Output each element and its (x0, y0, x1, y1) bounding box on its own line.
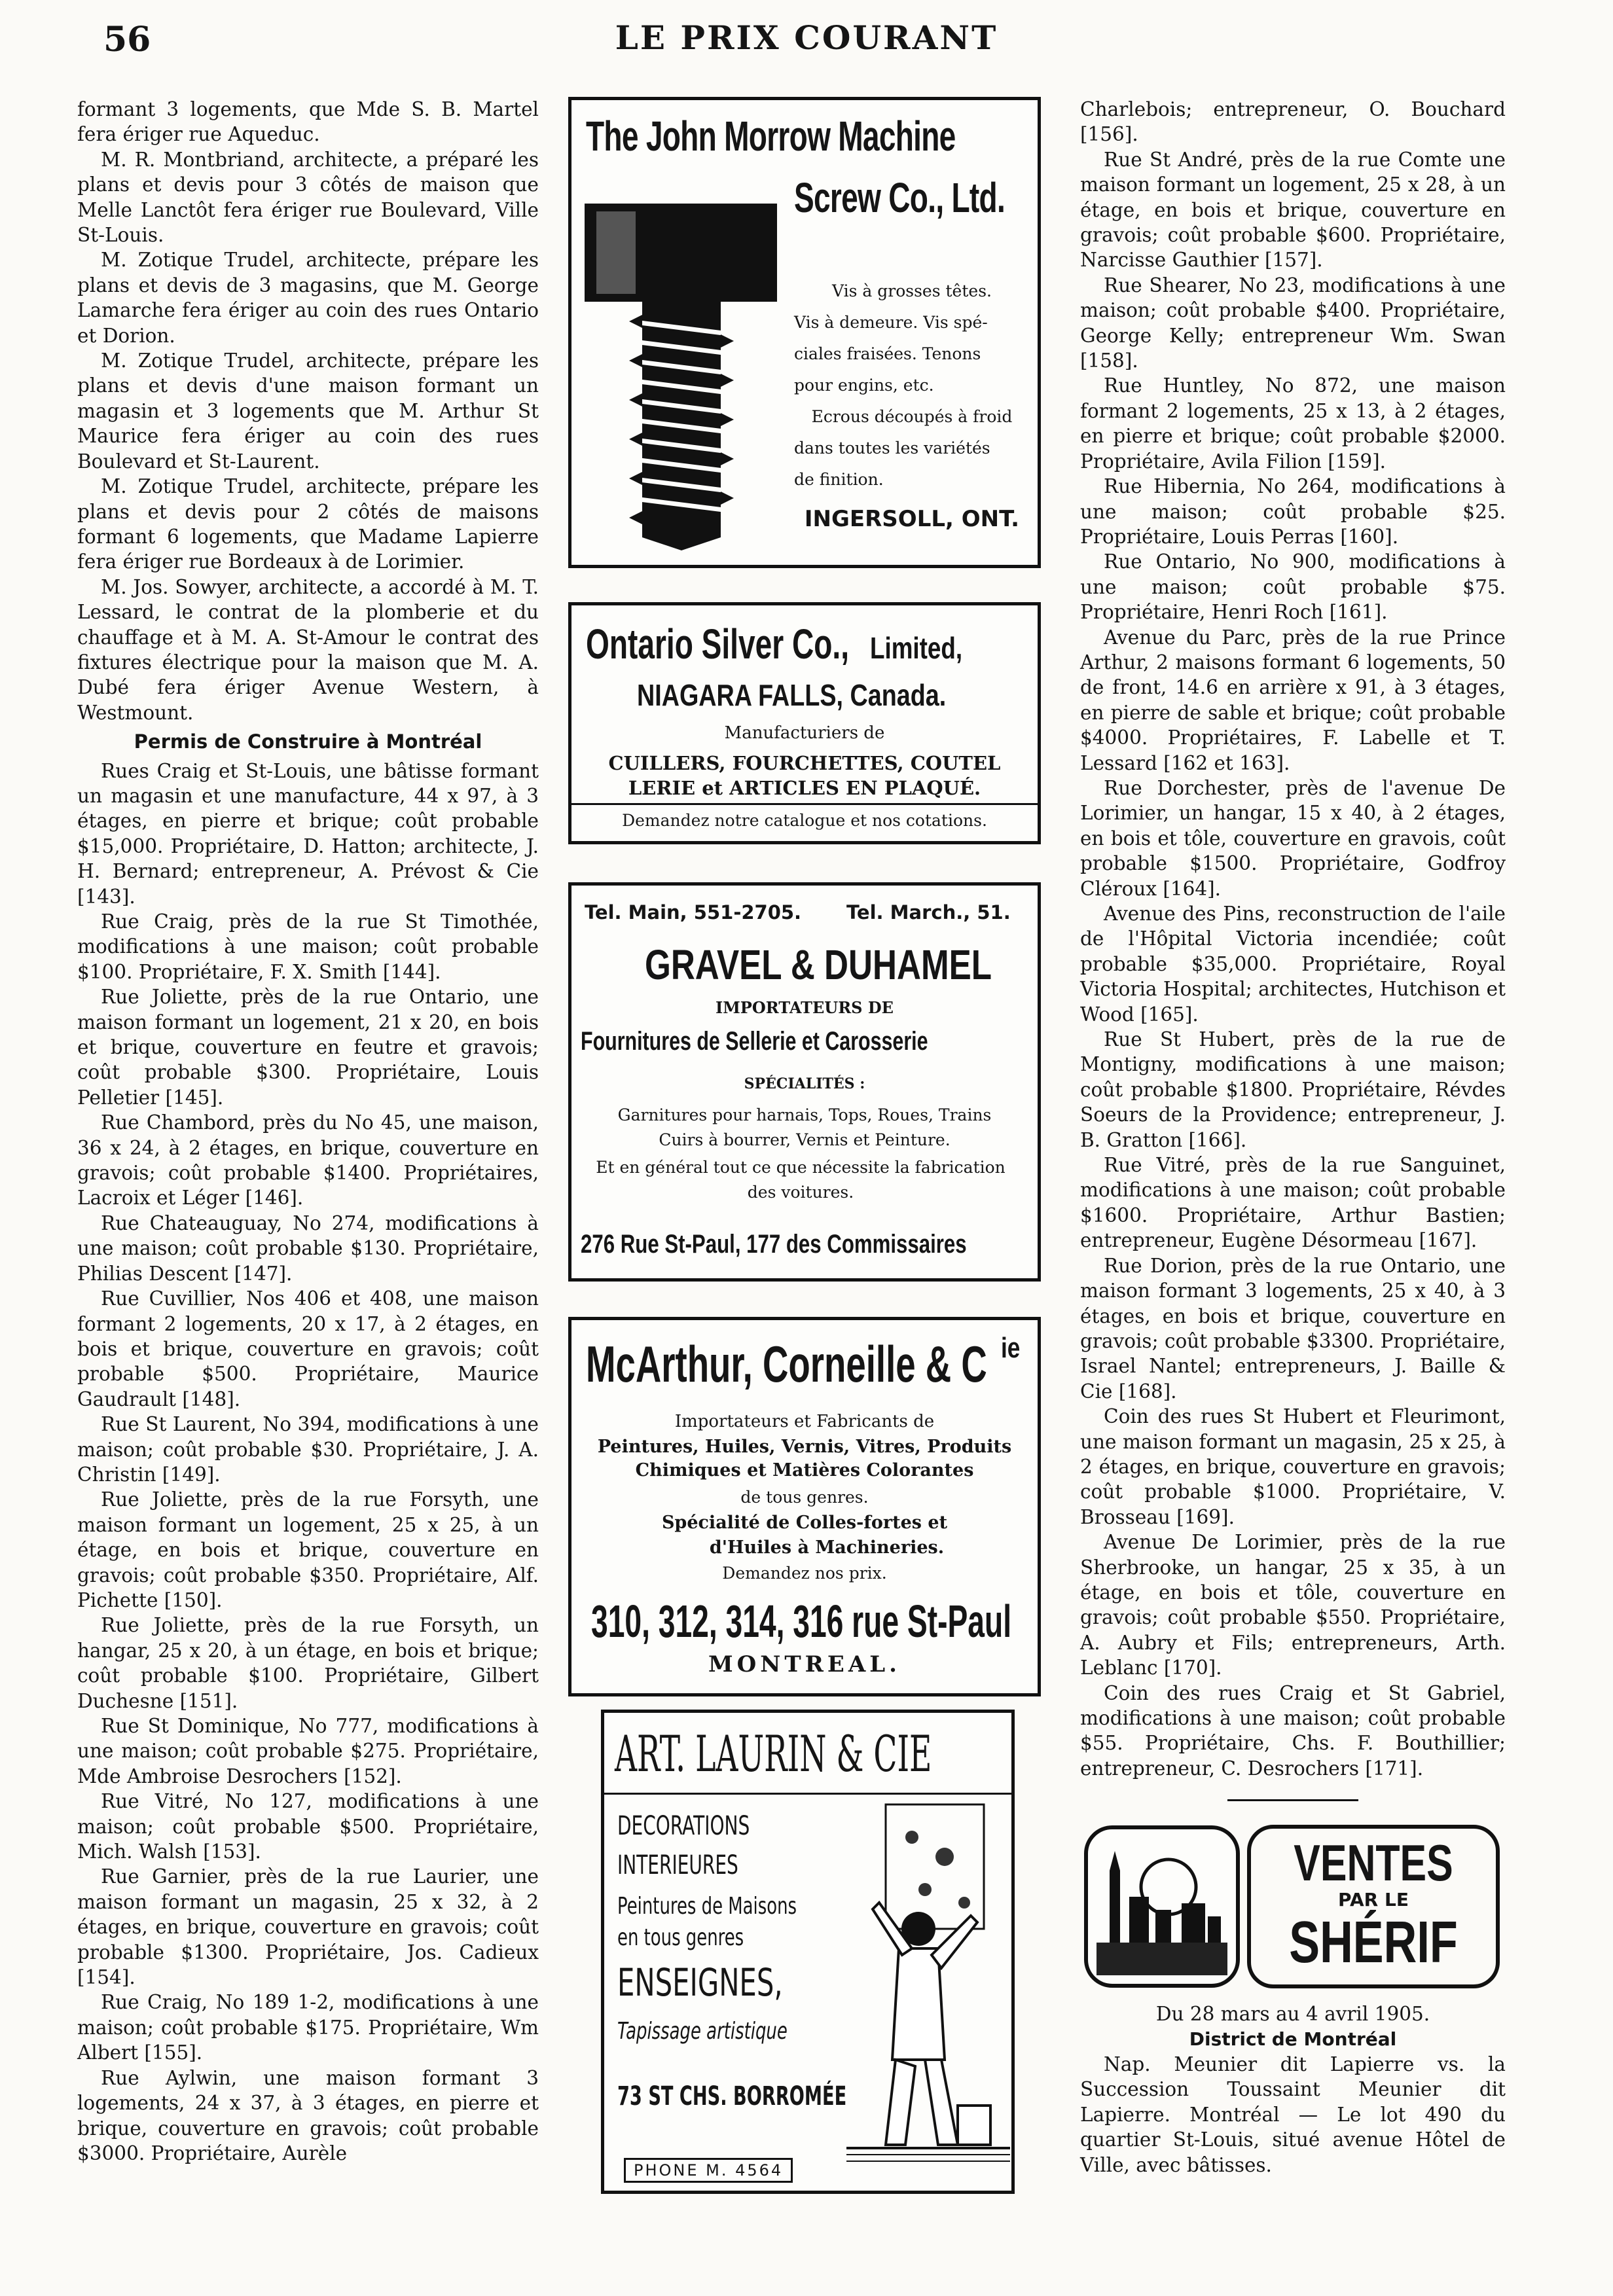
ad-subtitle: SPÉCIALITÉS : (744, 1075, 865, 1092)
ad-line: ciales fraisées. Tenons (794, 344, 981, 363)
ad-line: Fournitures de Sellerie et Carosserie (581, 1027, 928, 1056)
permit-entry: Rue Dorion, près de la rue Ontario, une maison formant 3 logements, 25 x 40, à 3 étages, en bois et brique, couverture en gravois; coût probable $3300. Propriétaire, Israel Nantel; entrepreneurs, J. Baille & Cie [168]. (1080, 1254, 1506, 1403)
permit-entry: Rue Huntley, No 872, une maison formant 2 logements, 25 x 13, à 2 étages, en pierre et brique; coût probable $2000. Propriétaire, Avila Filion [159]. (1080, 374, 1506, 473)
permit-entry: Avenue De Lorimier, près de la rue Sherbrooke, un hangar, 25 x 35, à un étage, en bois et tôle, couverture en gravois; coût probable $550. Propriétaire, A. Aubry et Fils; entrepreneurs, Arth. Leblanc [170]. (1080, 1531, 1506, 1679)
page-number: 56 (103, 20, 151, 60)
ad-divider (571, 803, 1038, 805)
ad-title: The John Morrow Machine (586, 113, 956, 160)
paragraph: M. R. Montbriand, architecte, a préparé les plans et devis pour 3 côtés de maison que Melle Lanctôt fera ériger rue Boulevard, Ville St-Louis. (77, 148, 539, 247)
ad-description (794, 276, 1030, 495)
ad-title: McArthur, Corneille & C (586, 1335, 987, 1393)
permit-entry: Rue Cuvillier, Nos 406 et 408, une maison formant 2 logements, 20 x 17, à 2 étages, en bois et brique, couverture en gravois; coût probable $500. Propriétaire, Maurice Gaudrault [148]. (77, 1287, 539, 1410)
ad-title-superscript: ie (1001, 1332, 1021, 1364)
ad-line: Vis à demeure. Vis spé- (794, 313, 988, 332)
permit-entry: Rue St Laurent, No 394, modifications à une maison; coût probable $30. Propriétaire, J. A. Christin [149]. (77, 1413, 539, 1486)
ad-title: GRAVEL & DUHAMEL (645, 941, 992, 988)
paragraph: M. Zotique Trudel, architecte, prépare les plans et devis pour 2 côtés de maisons formant 6 logements, que Madame Lapierre fera ériger rue Bordeaux à de Lorimier. (77, 475, 539, 573)
ad-john-morrow (568, 97, 1041, 568)
sheriff-line: VENTES (1294, 1834, 1453, 1892)
cityscape-icon (1083, 1825, 1241, 1988)
page-header (0, 0, 1613, 72)
permit-entry: Rue Garnier, près de la rue Laurier, une maison formant un magasin, 25 x 32, à 2 étages, en brique, couverture en gravois; coût probable $1300. Propriétaire, Jos. Cadieux [154]. (77, 1865, 539, 1989)
ad-line: Tapissage artistique (617, 2018, 788, 2045)
permit-entry: Rue Ontario, No 900, modifications à une maison; coût probable $75. Propriétaire, Henri Roch [161]. (1080, 550, 1506, 624)
permit-entry: Avenue des Pins, reconstruction de l'aile de l'Hôpital Victoria incendiée; coût probable $35,000. Propriétaire, Royal Victoria Hospital; architectes, Hutchison et Wood [165]. (1080, 903, 1506, 1026)
sheriff-notice: Nap. Meunier dit Lapierre vs. la Succession Toussaint Meunier dit Lapierre. Montréal — Le lot 490 du quartier St-Louis, situé avenue Hôtel de Ville, avec bâtisses. (1080, 2053, 1506, 2176)
permit-entry: Rue St André, près de la rue Comte une maison formant un logement, 25 x 28, à un étage, en bois et brique, couverture en gravois; coût probable $600. Propriétaire, Narcisse Gauthier [157]. (1080, 148, 1506, 272)
ad-address: 310, 312, 314, 316 rue St-Paul (591, 1596, 1012, 1647)
ad-line: 73 ST CHS. BORROMÉE (617, 2081, 847, 2111)
sheriff-line: PAR LE (1338, 1889, 1409, 1911)
publication-title: LE PRIX COURANT (615, 18, 998, 57)
permit-entry: Rue Hibernia, No 264, modifications à une maison; coût probable $25. Propriétaire, Louis Perras [160]. (1080, 475, 1506, 548)
divider (1227, 1799, 1358, 1801)
ad-telephone: Tel. Main, 551-2705. (585, 901, 802, 924)
ad-line: Garnitures pour harnais, Tops, Roues, Trains (617, 1105, 992, 1124)
ad-line: de tous genres. (740, 1488, 869, 1507)
ad-line: pour engins, etc. (794, 376, 934, 395)
permit-entry: Rue Chambord, près du No 45, une maison, 36 x 24, à 2 étages, en brique, couverture en gravois; coût probable $1400. Propriétaires, Lacroix et Léger [146]. (77, 1111, 539, 1210)
permit-entry: Rue Joliette, près de la rue Forsyth, un hangar, 25 x 20, à un étage, en bois et brique; coût probable $100. Propriétaire, Gilbert Duchesne [151]. (77, 1614, 539, 1712)
ad-line: INTERIEURES (617, 1850, 738, 1880)
ad-subtitle: IMPORTATEURS DE (716, 998, 894, 1017)
ad-line: Peintures, Huiles, Vernis, Vitres, Produits Chimiques et Matières Colorantes (597, 1437, 1012, 1480)
ad-title-row (586, 1335, 1159, 1394)
permit-entry: Rue Craig, No 189 1-2, modifications à une maison; coût probable $175. Propriétaire, Wm Albert [155]. (77, 1991, 539, 2064)
ad-products: LERIE et ARTICLES EN PLAQUÉ. (628, 777, 981, 799)
permit-entry: Rue Craig, près de la rue St Timothée, modifications à une maison; coût probable $100. Propriétaire, F. X. Smith [144]. (77, 910, 539, 983)
permit-entry: Rue Dorchester, près de l'avenue De Lorimier, un hangar, 15 x 40, à 2 étages, en bois et tôle, couverture en gravois, coût probable $1500. Propriétaire, Godfroy Cléroux [164]. (1080, 776, 1506, 900)
ad-line: dans toutes les variétés (794, 439, 990, 457)
ad-title: ART. LAURIN & CIE (615, 1725, 932, 1783)
ad-line: Peintures de Maisons en tous genres (617, 1893, 797, 1951)
permit-entry: Rue Chateauguay, No 274, modifications à une maison; coût probable $130. Propriétaire, Philias Descent [147]. (77, 1211, 539, 1285)
ad-title: Screw Co., Ltd. (794, 174, 1006, 221)
permit-entry: Rue Joliette, près de la rue Forsyth, une maison formant un logement, 25 x 25, à un étage, en bois et brique, couverture en gravois; coût probable $350. Propriétaire, Alf. Pichette [150]. (77, 1488, 539, 1611)
ad-location: INGERSOLL, ONT. (804, 506, 1020, 532)
paragraph: M. Jos. Sowyer, architecte, a accordé à M. T. Lessard, le contrat de la plomberie et du chauffage et à M. A. St-Amour le contrat des fixtures électrique pour la maison que M. A. Dubé fera ériger Avenue Western, à Westmount. (77, 575, 539, 724)
ad-line: Demandez nos prix. (722, 1564, 887, 1583)
ad-telephone: Tel. March., 51. (846, 901, 1011, 924)
ad-line: d'Huiles à Machineries. (709, 1537, 945, 1558)
ad-city: NIAGARA FALLS, Canada. (637, 678, 947, 712)
ad-address: 276 Rue St-Paul, 177 des Commissaires (581, 1230, 967, 1259)
permit-entry: Coin des rues St Hubert et Fleurimont, une maison formant un magasin, 25 x 25, à 2 étages, en brique, couverture en gravois; coût probable $1000. Propriétaire, V. Brosseau [169]. (1080, 1405, 1506, 1528)
sheriff-line: SHÉRIF (1289, 1910, 1458, 1976)
ad-divider (604, 1793, 1011, 1795)
column-right (1080, 97, 1506, 2178)
sheriff-title-box (1247, 1825, 1500, 1988)
ad-line: Spécialité de Colles-fortes et (661, 1513, 948, 1533)
ad-mcarthur-corneille (568, 1317, 1041, 1696)
ad-city: MONTREAL. (708, 1651, 901, 1677)
permit-entry: Avenue du Parc, près de la rue Prince Arthur, 2 maisons formant 6 logements, 50 de front, 14.6 en arrière x 91, à 3 étages, en pierre de sable et brique; coût probable $4000. Propriétaires, F. Labelle et T. Lessard [162 et 163]. (1080, 626, 1506, 774)
section-title: Permis de Construire à Montréal (134, 730, 482, 753)
ad-ontario-silver (568, 602, 1041, 844)
ad-tagline: Manufacturiers de (724, 723, 885, 743)
permit-entry: Rue St Hubert, près de la rue de Montigny, modifications à une maison; coût probable $1800. Propriétaire, Révdes Soeurs de la Providence; entrepreneur, J. B. Gratton [166]. (1080, 1028, 1506, 1151)
permit-entry: Rue Vitré, No 127, modifications à une maison; coût probable $500. Propriétaire, Mich. Walsh [153]. (77, 1790, 539, 1863)
permit-entry: Charlebois; entrepreneur, O. Bouchard [156]. (1080, 98, 1506, 146)
ad-gravel-duhamel (568, 882, 1041, 1282)
permit-entry: Rue St Dominique, No 777, modifications à une maison; coût probable $275. Propriétaire, Mde Ambroise Desrochers [152]. (77, 1715, 539, 1787)
ad-line: Importateurs et Fabricants de (674, 1412, 935, 1431)
ad-line: ENSEIGNES, (617, 1960, 783, 2005)
permit-entry: Rue Vitré, près de la rue Sanguinet, modifications à une maison; coût probable $1600. Propriétaire, Arthur Bastien; entrepreneur, Eugène Désormeau [167]. (1080, 1154, 1506, 1252)
ad-title: Ontario Silver Co., (586, 620, 850, 668)
ad-art-laurin (601, 1710, 1015, 2194)
sheriff-date: Du 28 mars au 4 avril 1905. (1155, 2003, 1430, 2026)
bolt-illustration (583, 197, 780, 550)
ad-lettering (617, 1811, 853, 2111)
ad-footer: Demandez notre catalogue et nos cotations. (622, 811, 987, 830)
ad-line: de finition. (794, 470, 884, 489)
painter-illustration (846, 1798, 1010, 2164)
permit-entry: Coin des rues Craig et St Gabriel, modifications à une maison; coût probable $55. Propriétaire, Chs. F. Bouthillier; entrepreneur, C. Desrochers [171]. (1080, 1681, 1506, 1780)
sheriff-district: District de Montréal (1189, 2028, 1397, 2050)
sheriff-logo (1083, 1825, 1502, 1988)
ad-line: Vis à grosses têtes. (832, 281, 992, 300)
paragraph: formant 3 logements, que Mde S. B. Martel fera ériger rue Aqueduc. (77, 98, 539, 146)
ad-line: DECORATIONS (617, 1811, 750, 1841)
ad-line: Ecrous découpés à froid (811, 407, 1013, 426)
column-left (77, 97, 539, 2166)
permit-entry: Rue Aylwin, une maison formant 3 logements, 24 x 37, à 3 étages, en pierre et brique, couverture en gravois; coût probable $3000. Propriétaire, Aurèle (77, 2066, 539, 2164)
ad-products: CUILLERS, FOURCHETTES, COUTEL (608, 752, 1001, 774)
ad-line: Et en général tout ce que nécessite la fabrication des voitures. (596, 1158, 1006, 1202)
paragraph: M. Zotique Trudel, architecte, prépare les plans et devis de 3 magasins, que M. George Lamarche fera ériger au coin des rues Ontario et Dorion. (77, 249, 539, 347)
permit-entry: Rue Joliette, près de la rue Ontario, une maison formant un logement, 21 x 20, en bois et brique, couverture en feutre et gravois; coût probable $300. Propriétaire, Louis Pelletier [145]. (77, 986, 539, 1109)
ad-line: Cuirs à bourrer, Vernis et Peinture. (659, 1130, 951, 1149)
ad-title-suffix: Limited, (870, 631, 963, 665)
permit-entry: Rue Shearer, No 23, modifications à une maison; coût probable $400. Propriétaire, George Kelly; entrepreneur Wm. Swan [158]. (1080, 274, 1506, 372)
paragraph: M. Zotique Trudel, architecte, prépare les plans et devis d'une maison formant un magasin et 3 logements que M. Arthur St Maurice fera ériger au coin des rues Boulevard et St-Laurent. (77, 350, 539, 473)
ad-phone: PHONE M. 4564 (624, 2158, 793, 2183)
permit-entry: Rues Craig et St-Louis, une bâtisse formant un magasin et une manufacture, 44 x 97, à 3 étages, en pierre et brique; coût probable $15,000. Propriétaire, D. Hatton; architecte, J. H. Bernard; entrepreneur, A. Prévost & Cie [143]. (77, 759, 539, 908)
